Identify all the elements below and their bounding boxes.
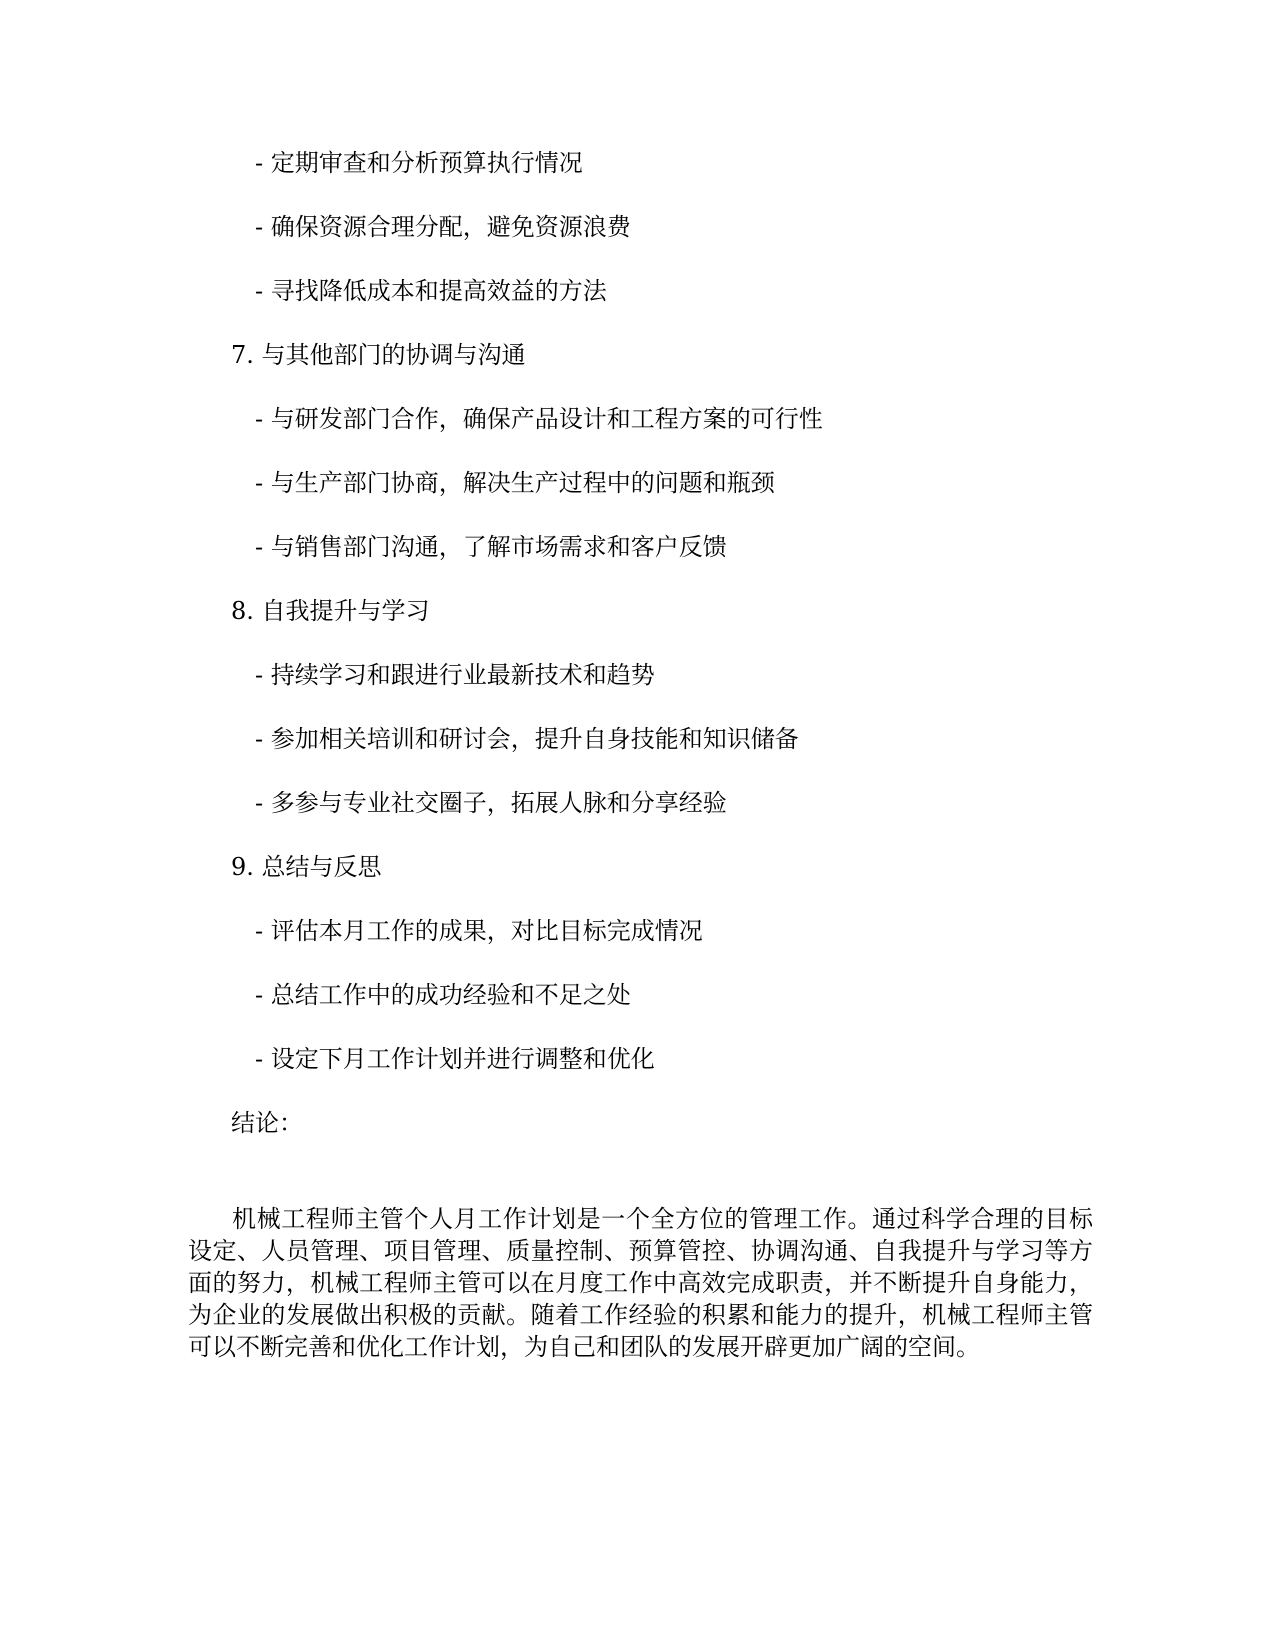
section-8-heading: 8. 自我提升与学习: [231, 597, 430, 625]
conclusion-label: 结论：: [231, 1109, 303, 1137]
conclusion-paragraph: 机械工程师主管个人月工作计划是一个全方位的管理工作。通过科学合理的目标设定、人员管理、项目管理、质量控制、预算管控、协调沟通、自我提升与学习等方面的努力，机械工程师主管可以在月度工作中高效完成职责，并不断提升自身能力，为企业的发展做出积极的贡献。随着工作经验的积累和能力的提升，机械工程师主管可以不断完善和优化工作计划，为自己和团队的发展开辟更加广阔的空间。: [188, 1205, 1093, 1361]
section-7-bullet-3: - 与销售部门沟通，了解市场需求和客户反馈: [255, 533, 727, 561]
section-8-bullet-2: - 参加相关培训和研讨会，提升自身技能和知识储备: [255, 725, 799, 753]
section-8-bullet-1: - 持续学习和跟进行业最新技术和趋势: [255, 661, 655, 689]
budget-bullet-3: - 寻找降低成本和提高效益的方法: [255, 277, 607, 305]
section-9-bullet-2: - 总结工作中的成功经验和不足之处: [255, 981, 631, 1009]
budget-bullet-2: - 确保资源合理分配，避免资源浪费: [255, 213, 631, 241]
section-7-bullet-1: - 与研发部门合作，确保产品设计和工程方案的可行性: [255, 405, 823, 433]
budget-bullet-1: - 定期审查和分析预算执行情况: [255, 149, 583, 177]
section-7-bullet-2: - 与生产部门协商，解决生产过程中的问题和瓶颈: [255, 469, 775, 497]
section-7-heading: 7. 与其他部门的协调与沟通: [231, 341, 526, 369]
section-9-bullet-3: - 设定下月工作计划并进行调整和优化: [255, 1045, 655, 1073]
section-9-heading: 9. 总结与反思: [231, 853, 382, 881]
section-8-bullet-3: - 多参与专业社交圈子，拓展人脉和分享经验: [255, 789, 727, 817]
section-9-bullet-1: - 评估本月工作的成果，对比目标完成情况: [255, 917, 703, 945]
